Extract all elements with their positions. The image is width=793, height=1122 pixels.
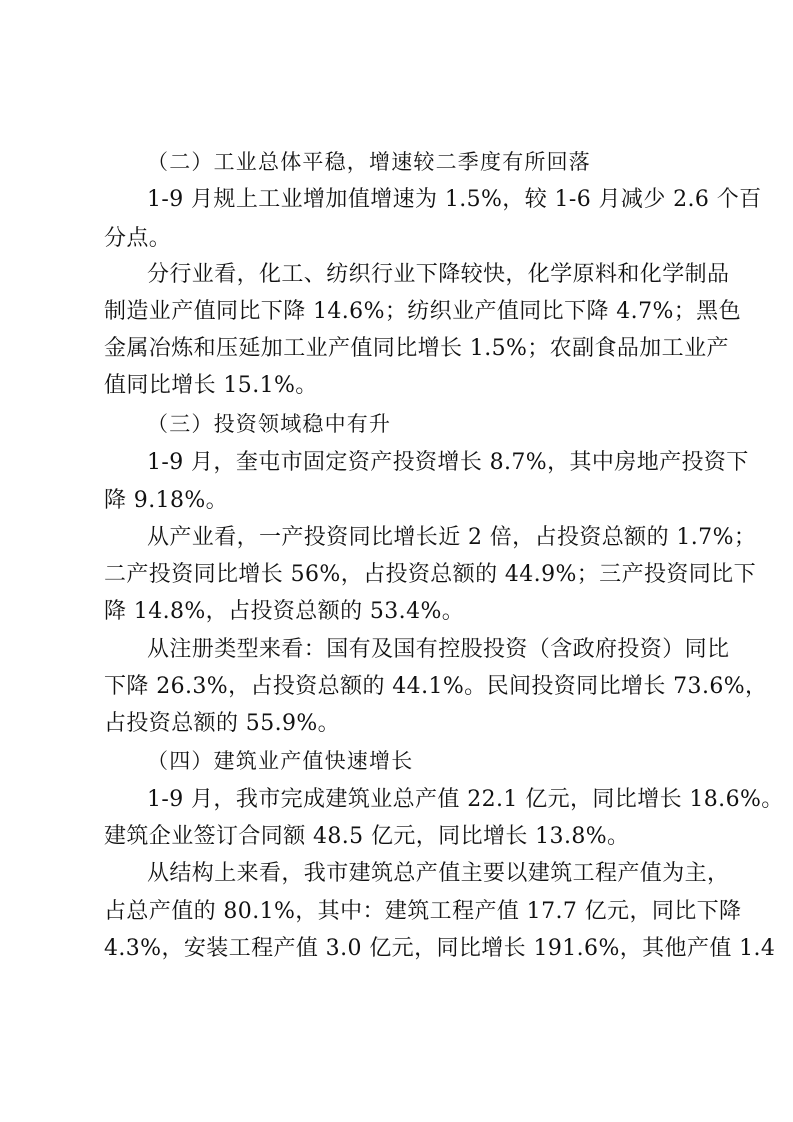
paragraph-line: 1-9 月，我市完成建筑业总产值 22.1 亿元，同比增长 18.6%。 bbox=[147, 787, 784, 812]
paragraph-line: 二产投资同比增长 56%，占投资总额的 44.9%；三产投资同比下 bbox=[104, 562, 756, 587]
paragraph-line: 从结构上来看，我市建筑总产值主要以建筑工程产值为主， bbox=[147, 861, 730, 886]
paragraph-line: 金属冶炼和压延加工业产值同比增长 1.5%；农副食品加工业产 bbox=[104, 336, 729, 361]
paragraph-line: 分点。 bbox=[104, 226, 172, 251]
paragraph-line: 建筑企业签订合同额 48.5 亿元，同比增长 13.8%。 bbox=[104, 824, 630, 849]
paragraph-line: 1-9 月，奎屯市固定资产投资增长 8.7%，其中房地产投资下 bbox=[147, 450, 749, 475]
paragraph-line: 降 14.8%，占投资总额的 53.4%。 bbox=[104, 599, 465, 624]
paragraph-line: 从产业看，一产投资同比增长近 2 倍，占投资总额的 1.7%； bbox=[147, 525, 757, 550]
section-heading-construction: （四）建筑业产值快速增长 bbox=[147, 749, 414, 773]
paragraph-line: 值同比增长 15.1%。 bbox=[104, 373, 318, 398]
paragraph-line: 制造业产值同比下降 14.6%；纺织业产值同比下降 4.7%；黑色 bbox=[104, 299, 741, 324]
paragraph-line: 4.3%，安装工程产值 3.0 亿元，同比增长 191.6%，其他产值 1.4 bbox=[104, 936, 776, 961]
paragraph-line: 从注册类型来看：国有及国有控股投资（含政府投资）同比 bbox=[147, 637, 730, 662]
paragraph-line: 1-9 月规上工业增加值增速为 1.5%，较 1-6 月减少 2.6 个百 bbox=[147, 187, 762, 212]
section-heading-industry: （二）工业总体平稳，增速较二季度有所回落 bbox=[147, 150, 591, 174]
paragraph-line: 下降 26.3%，占投资总额的 44.1%。民间投资同比增长 73.6%， bbox=[104, 674, 768, 699]
paragraph-line: 占投资总额的 55.9%。 bbox=[104, 711, 341, 736]
paragraph-line: 分行业看，化工、纺织行业下降较快，化学原料和化学制品 bbox=[147, 262, 730, 287]
paragraph-line: 降 9.18%。 bbox=[104, 488, 229, 513]
paragraph-line: 占总产值的 80.1%，其中：建筑工程产值 17.7 亿元，同比下降 bbox=[104, 899, 742, 924]
section-heading-investment: （三）投资领域稳中有升 bbox=[147, 412, 392, 436]
